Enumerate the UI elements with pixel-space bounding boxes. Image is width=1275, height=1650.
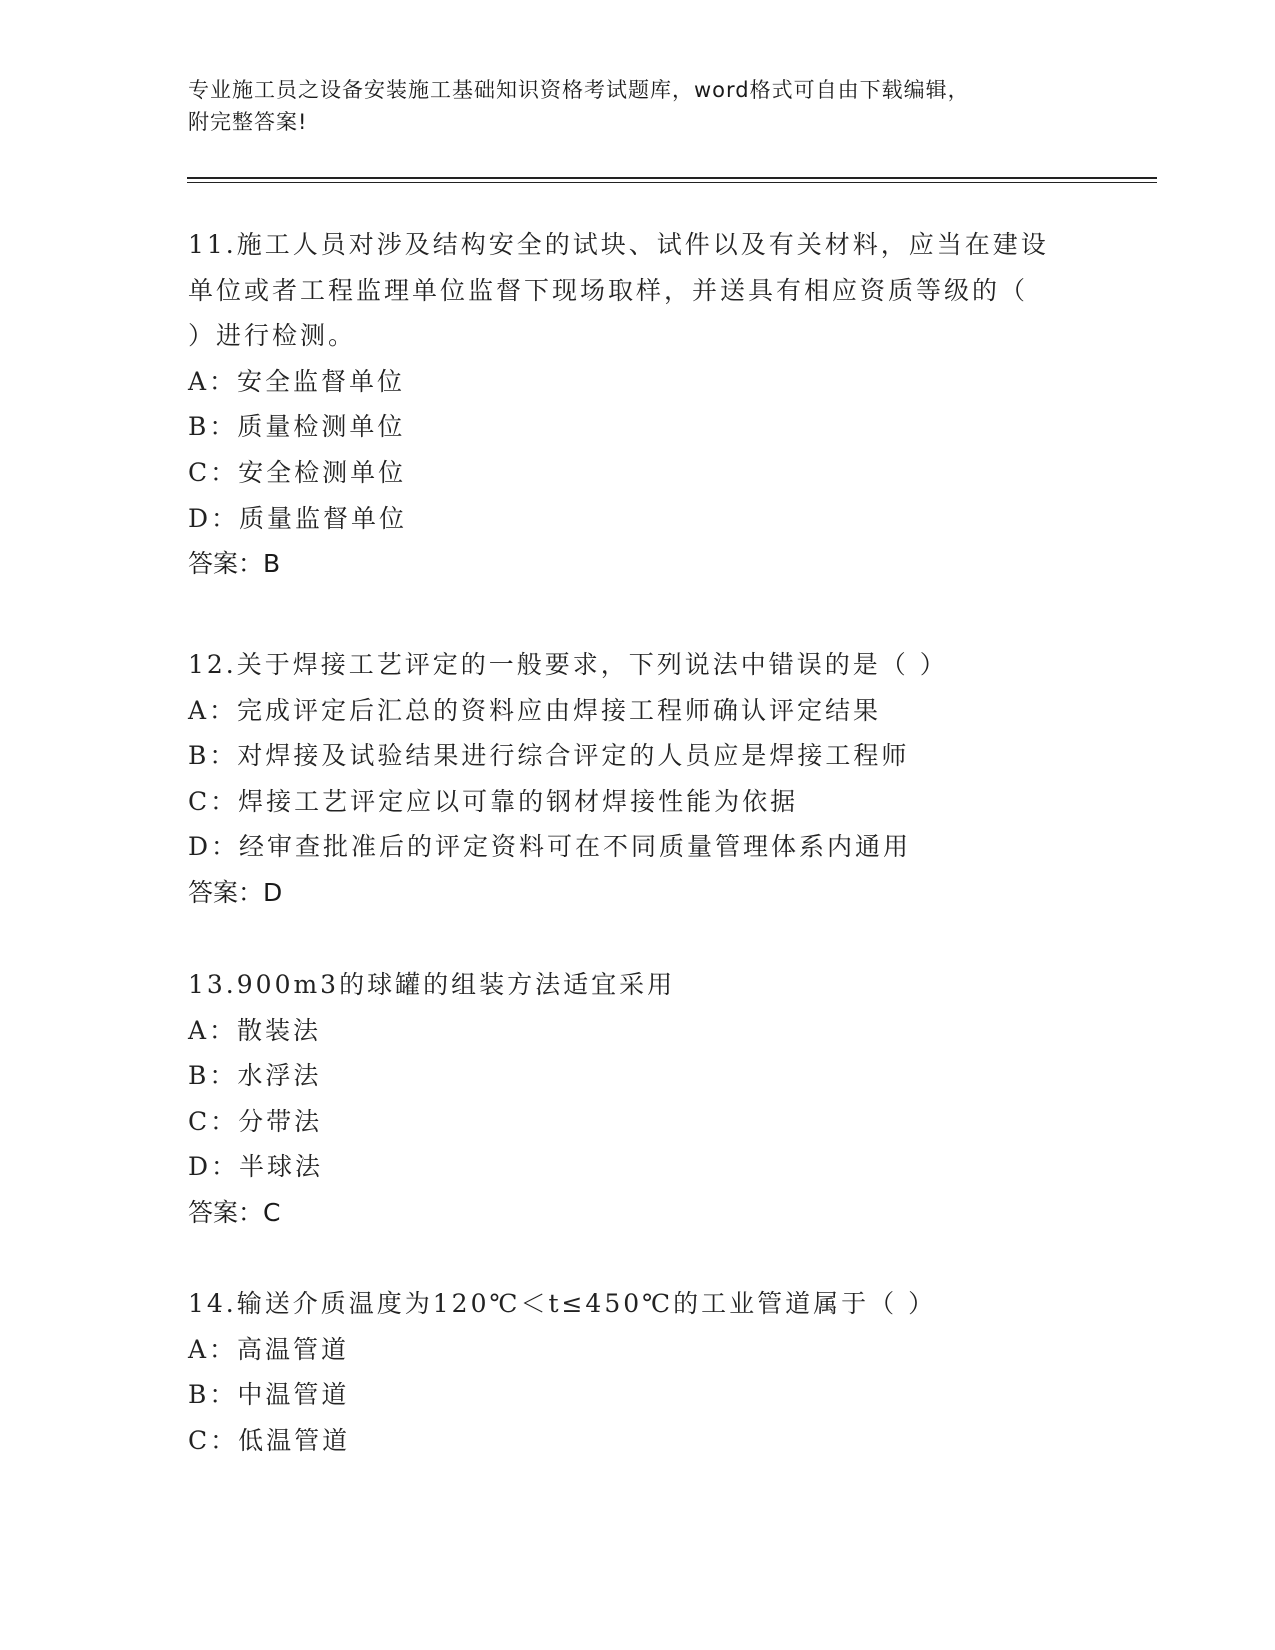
document-header (188, 74, 1088, 138)
option-c: C：分带法 (188, 1106, 323, 1136)
question-stem-line: ）进行检测。 (188, 321, 357, 351)
option-c: C：低温管道 (188, 1425, 351, 1455)
option-b: B：质量检测单位 (188, 412, 406, 442)
answer-line: 答案：D (188, 877, 283, 907)
option-c: C：焊接工艺评定应以可靠的钢材焊接性能为依据 (188, 786, 799, 816)
option-a: A：安全监督单位 (188, 366, 406, 396)
question-stem-line: 11.施工人员对涉及结构安全的试块、试件以及有关材料，应当在建设 (188, 230, 1049, 259)
option-a: A：散装法 (188, 1015, 322, 1045)
option-b: B：水浮法 (188, 1061, 322, 1091)
option-b: B：中温管道 (188, 1380, 350, 1410)
question-stem-line: 单位或者工程监理单位监督下现场取样，并送具有相应资质等级的（ (188, 275, 1029, 305)
option-a: A：高温管道 (188, 1334, 350, 1364)
option-d: D：经审查批准后的评定资料可在不同质量管理体系内通用 (188, 832, 912, 862)
header-title-line-2: 附完整答案! (188, 110, 308, 134)
question-11 (188, 222, 1148, 587)
question-13 (188, 962, 1148, 1236)
option-d: D：质量监督单位 (188, 503, 408, 533)
option-a: A：完成评定后汇总的资料应由焊接工程师确认评定结果 (188, 695, 882, 725)
answer-line: 答案：B (188, 549, 281, 579)
answer-line: 答案：C (188, 1197, 281, 1227)
option-b: B：对焊接及试验结果进行综合评定的人员应是焊接工程师 (188, 741, 910, 771)
option-d: D：半球法 (188, 1152, 324, 1182)
question-stem-line: 12.关于焊接工艺评定的一般要求，下列说法中错误的是（ ） (188, 650, 948, 679)
question-stem-line: 13.900m3的球罐的组装方法适宜采用 (188, 970, 676, 999)
header-divider-thick (187, 177, 1157, 179)
question-14 (188, 1281, 1148, 1463)
question-stem-line: 14.输送介质温度为120℃＜t≤450℃的工业管道属于（ ） (188, 1289, 937, 1318)
option-c: C：安全检测单位 (188, 457, 407, 487)
header-title-line-1: 专业施工员之设备安装施工基础知识资格考试题库，word格式可自由下载编辑， (188, 78, 970, 102)
header-divider-thin (187, 182, 1157, 183)
question-12 (188, 642, 1148, 916)
